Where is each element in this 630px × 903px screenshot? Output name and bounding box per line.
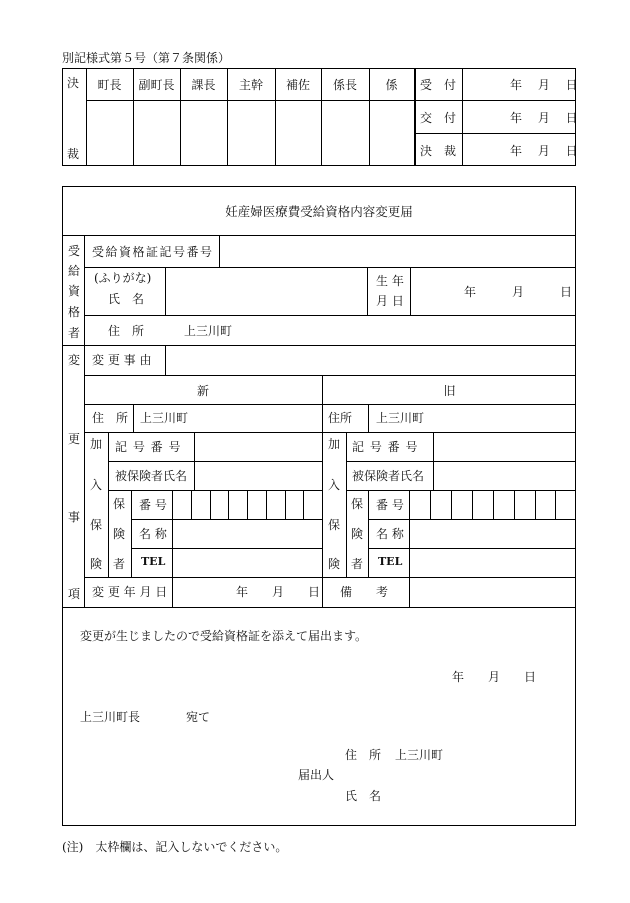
addressee-suffix: 宛て [186, 710, 211, 724]
birth-label-1: 生 年 [376, 274, 404, 288]
recipient-side-5: 者 [67, 326, 80, 340]
new-column-label: 新 [196, 384, 209, 398]
address-label: 住 所 [108, 324, 145, 338]
new-address-value[interactable]: 上三川町 [140, 411, 189, 425]
change-side-1: 変 [67, 353, 80, 367]
footnote: (注) 太枠欄は、記入しないでください。 [62, 840, 288, 854]
name-field[interactable] [167, 269, 365, 313]
applicant-address-value[interactable]: 上三川町 [395, 748, 444, 762]
new-insured-label: 被保険者氏名 [115, 469, 188, 483]
furigana-label: (ふりがな) [94, 271, 152, 285]
old-tel-label: TEL [378, 555, 403, 568]
remarks-label: 備 考 [340, 585, 389, 599]
approval-col-deputy-mayor: 副町長 [138, 78, 175, 92]
change-reason-field[interactable] [167, 347, 574, 373]
cert-number-field[interactable] [221, 237, 574, 265]
applicant-name-label: 氏 名 [345, 789, 382, 803]
approval-issued-label: 交 付 [419, 111, 456, 125]
old-hokensha-1: 保 [350, 497, 363, 511]
applicant-name-field[interactable] [392, 785, 562, 807]
approval-decided-label: 決 裁 [419, 144, 456, 158]
approval-decided-date: 年 月 日 [510, 144, 578, 158]
declaration-statement: 変更が生じましたので受給資格証を添えて届出ます。 [80, 629, 368, 643]
applicant-label: 届出人 [298, 768, 335, 782]
new-number-label: 番 号 [139, 498, 167, 512]
birth-label-2: 月 日 [376, 294, 404, 308]
name-label: 氏 名 [108, 292, 145, 306]
old-symbol-label: 記 号 番 号 [352, 440, 419, 454]
cert-number-label: 受給資格証記号番号 [92, 245, 214, 259]
approval-sai: 裁 [67, 147, 80, 161]
approval-received-label: 受 付 [419, 78, 456, 92]
remarks-field[interactable] [411, 579, 574, 605]
old-kanyu-3: 保 [327, 518, 340, 532]
old-address-label: 住所 [328, 411, 353, 425]
new-insurer-name-label: 名 称 [139, 527, 167, 541]
new-kanyu-1: 加 [89, 437, 102, 451]
change-side-2: 更 [67, 432, 80, 446]
addressee: 上三川町長 [80, 710, 141, 724]
change-side-4: 項 [67, 587, 80, 601]
change-side-3: 事 [67, 510, 80, 524]
old-kanyu-1: 加 [327, 437, 340, 451]
new-hokensha-1: 保 [112, 497, 125, 511]
recipient-side-3: 資 [67, 284, 80, 298]
old-hokensha-3: 者 [350, 557, 363, 571]
approval-col-section-chief: 課長 [191, 78, 216, 92]
approval-col-mayor: 町長 [97, 78, 122, 92]
old-number-label: 番 号 [376, 498, 404, 512]
new-symbol-label: 記 号 番 号 [115, 440, 182, 454]
approval-received-date: 年 月 日 [510, 78, 578, 92]
new-address-label: 住 所 [92, 411, 129, 425]
approval-col-assistant: 補佐 [285, 78, 310, 92]
change-date-field[interactable]: 年 月 日 [236, 585, 321, 599]
new-kanyu-3: 保 [89, 518, 102, 532]
new-hokensha-3: 者 [112, 557, 125, 571]
recipient-side-2: 給 [67, 264, 80, 278]
old-kanyu-2: 入 [327, 478, 340, 492]
new-kanyu-2: 入 [89, 478, 102, 492]
form-title: 妊産婦医療費受給資格内容変更届 [225, 204, 413, 219]
change-reason-label: 変 更 事 由 [92, 353, 152, 367]
approval-col-supervisor: 主幹 [238, 78, 263, 92]
approval-ketsu: 決 [67, 76, 80, 90]
old-insured-label: 被保険者氏名 [352, 469, 425, 483]
form-number-note: 別記様式第５号（第７条関係） [62, 51, 231, 65]
applicant-address-label: 住 所 [345, 748, 382, 762]
declaration-date[interactable]: 年 月 日 [452, 670, 537, 684]
new-kanyu-4: 険 [89, 557, 102, 571]
change-date-label: 変 更 年 月 日 [92, 585, 168, 599]
old-column-label: 旧 [443, 384, 456, 398]
old-address-value[interactable]: 上三川町 [376, 411, 425, 425]
old-insurer-name-label: 名 称 [376, 527, 404, 541]
old-hokensha-2: 険 [350, 527, 363, 541]
approval-col-staff: 係 [385, 78, 398, 92]
new-hokensha-2: 険 [112, 527, 125, 541]
approval-col-unit-chief: 係長 [332, 78, 357, 92]
new-tel-label: TEL [141, 555, 166, 568]
recipient-side-1: 受 [67, 244, 80, 258]
old-kanyu-4: 険 [327, 557, 340, 571]
recipient-side-4: 格 [67, 305, 80, 319]
birth-date-field[interactable]: 年 月 日 [464, 285, 573, 299]
approval-issued-date: 年 月 日 [510, 111, 578, 125]
address-value[interactable]: 上三川町 [184, 324, 233, 338]
